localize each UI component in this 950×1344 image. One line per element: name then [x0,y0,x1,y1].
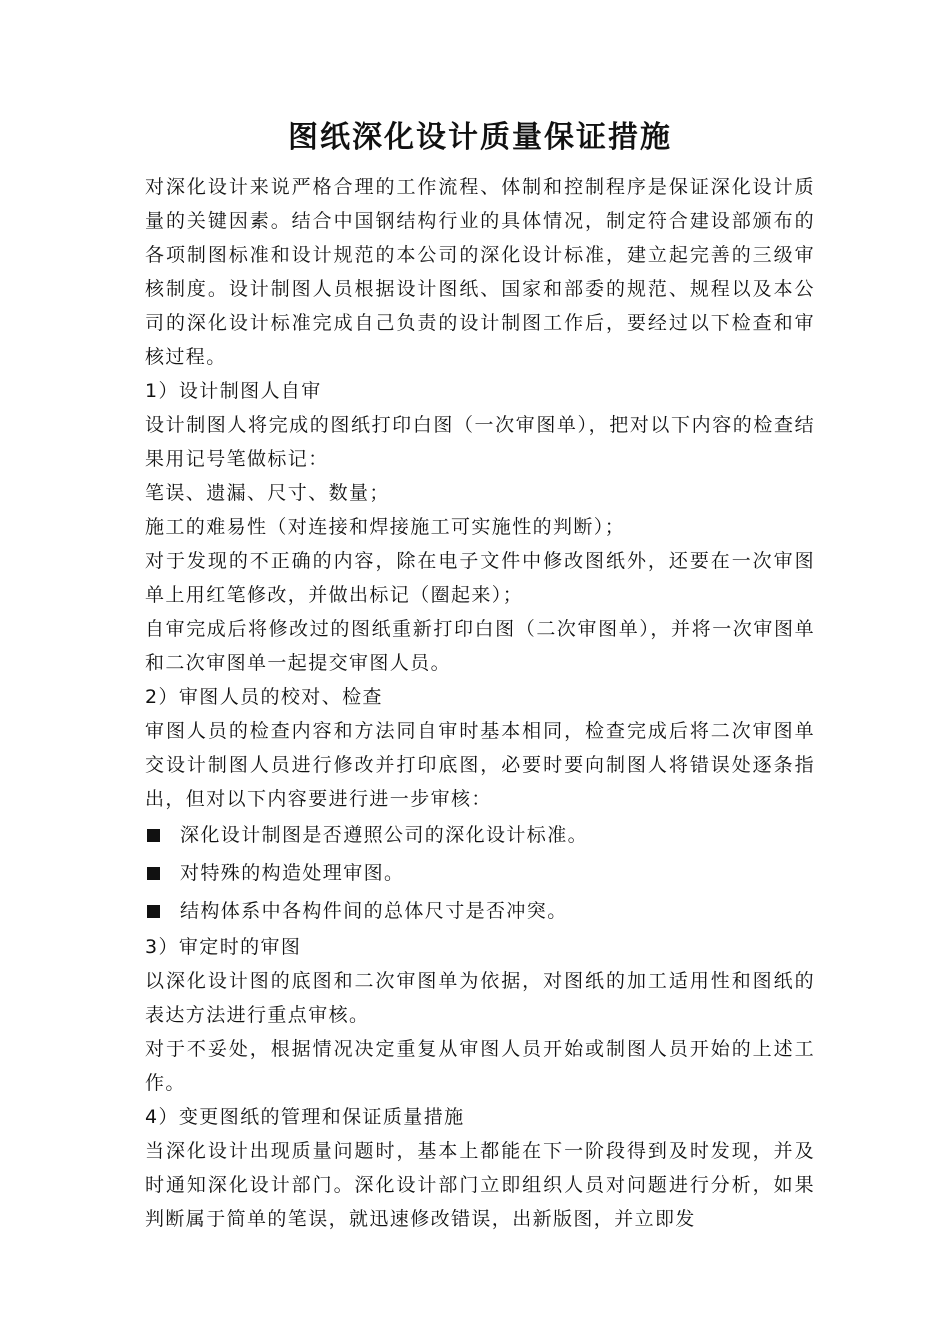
section-2-paragraph: 审图人员的检查内容和方法同自审时基本相同，检查完成后将二次审图单交设计制图人员进行修改并打印底图，必要时要向制图人将错误处逐条指出，但对以下内容要进行进一步审核： [145,720,815,810]
bullet-item [145,854,815,892]
document-body [145,170,815,1236]
section-4-heading: 4）变更图纸的管理和保证质量措施 [145,1106,465,1128]
section-1-paragraph: 自审完成后将修改过的图纸重新打印白图（二次审图单），并将一次审图单和二次审图单一起提交审图人员。 [145,618,815,674]
section-1-heading: 1）设计制图人自审 [145,380,322,402]
section-1-paragraph: 笔误、遗漏、尺寸、数量； [145,482,390,504]
bullet-item [145,892,815,930]
bullet-text: 深化设计制图是否遵照公司的深化设计标准。 [180,824,589,846]
square-bullet-icon [147,867,160,880]
section-1-paragraph: 施工的难易性（对连接和焊接施工可实施性的判断）； [145,516,626,538]
section-2-heading: 2）审图人员的校对、检查 [145,686,383,708]
intro-paragraph: 对深化设计来说严格合理的工作流程、体制和控制程序是保证深化设计质量的关键因素。结合中国钢结构行业的具体情况，制定符合建设部颁布的各项制图标准和设计规范的本公司的深化设计标准，建立起完善的三级审核制度。设计制图人员根据设计图纸、国家和部委的规范、规程以及本公司的深化设计标准完成自己负责的设计制图工作后，要经过以下检查和审核过程。 [145,176,815,368]
section-1-paragraph: 对于发现的不正确的内容，除在电子文件中修改图纸外，还要在一次审图单上用红笔修改，并做出标记（圈起来）； [145,550,815,606]
section-1-paragraph: 设计制图人将完成的图纸打印白图（一次审图单），把对以下内容的检查结果用记号笔做标记： [145,414,815,470]
bullet-text: 结构体系中各构件间的总体尺寸是否冲突。 [180,900,568,922]
section-3-heading: 3）审定时的审图 [145,936,302,958]
section-3-paragraph: 以深化设计图的底图和二次审图单为依据，对图纸的加工适用性和图纸的表达方法进行重点审核。 [145,970,815,1026]
bullet-text: 对特殊的构造处理审图。 [180,862,405,884]
square-bullet-icon [147,829,160,842]
square-bullet-icon [147,905,160,918]
section-4-paragraph: 当深化设计出现质量问题时，基本上都能在下一阶段得到及时发现，并及时通知深化设计部门。深化设计部门立即组织人员对问题进行分析，如果判断属于简单的笔误，就迅速修改错误，出新版图，并立即发 [145,1140,815,1230]
bullet-item [145,816,815,854]
document-title: 图纸深化设计质量保证措施 [288,120,672,155]
section-3-paragraph: 对于不妥处，根据情况决定重复从审图人员开始或制图人员开始的上述工作。 [145,1038,815,1094]
